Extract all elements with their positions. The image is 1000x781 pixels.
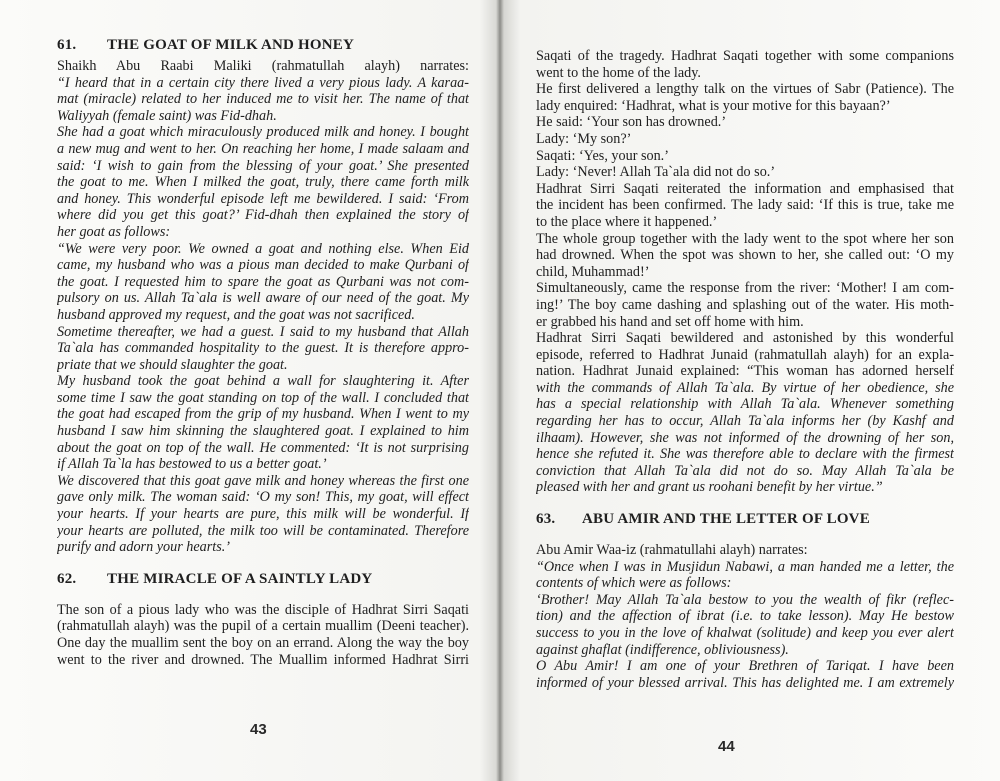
text-line: Waliyyah (female saint) was Fid-dhah. (57, 107, 277, 124)
text-line: nation. Hadhrat Junaid explained: “This woman has adorned herself (536, 363, 954, 380)
text-line: went to the river and drowned. The Muallim informed Hadhrat Sirri (57, 651, 469, 668)
text-line: if Allah Ta`la has bestowed to us a better goat.’ (57, 456, 327, 473)
text-line: Lady: ‘Never! Allah Ta`ala did not do so.’ (536, 164, 776, 181)
text-line: One day the muallim sent the boy on an errand. Along the way the boy (57, 635, 469, 651)
text-line: ‘Brother! May Allah Ta`ala bestow to you the wealth of fikr (reflec- (536, 591, 954, 608)
section-62-continuation (536, 48, 954, 496)
text-line: The whole group together with the lady went to the spot where her son (536, 230, 954, 247)
text-line: the goat. I requested him to spare the goat as Qurbani was not com- (57, 273, 469, 290)
text-line: some time I saw the goat standing on top of the wall. I concluded that (57, 389, 469, 406)
text-line: Simultaneously, came the response from the river: ‘Mother! I am com- (536, 280, 954, 297)
text-line: pulsory on us. Allah Ta`ala is well aware of our need of the goat. My (57, 290, 469, 307)
text-line: pleased with her and grant us roohani benefit by her virtue.” (536, 479, 883, 496)
text-line: ing!’ The boy came dashing and splashing out of the water. His moth- (536, 296, 954, 313)
text-line: success to you in the love of khalwat (solitude) and keep you ever alert (536, 625, 954, 641)
section-title: ABU AMIR AND THE LETTER OF LOVE (582, 511, 870, 528)
text-line: (rahmatullah alayh) was the pupil of a certain muallim (Deeni teacher). (57, 618, 469, 635)
text-line: He first delivered a lengthy talk on the virtues of Sabr (Patience). The (536, 81, 954, 98)
text-line: the incident has been confirmed. The lady said: ‘If this is true, take me (536, 197, 954, 214)
text-line: “Once when I was in Musjidun Nabawi, a man handed me a letter, the (536, 558, 954, 575)
section-61-body (57, 58, 469, 556)
text-line: hence she refuted it. She was therefore able to declare with the firmest (536, 446, 954, 463)
section-62-body (57, 602, 469, 668)
text-line: conviction that Allah Ta`ala did not do so. May Allah Ta`ala be (536, 462, 954, 479)
text-line: mat (miracle) related to her induced me to visit her. The name of that (57, 91, 469, 108)
text-line: Saqati: ‘Yes, your son.’ (536, 147, 669, 164)
text-line: to the place where it happened.’ (536, 213, 718, 230)
page-number: 44 (718, 738, 735, 755)
text-line: child, Muhammad!’ (536, 263, 650, 280)
text-line: her goat as follows: (57, 223, 171, 240)
text-line: the goat had escaped from the grip of my husband. When I went to my (57, 406, 469, 423)
text-line: contents of which were as follows: (536, 575, 732, 592)
right-text-block (536, 48, 954, 691)
text-line: your hearts. If your hearts are pure, this milk will be wonderful. If (57, 506, 469, 523)
text-line: Hadhrat Sirri Saqati reiterated the information and emphasised that (536, 180, 954, 197)
text-line: gave only milk. The woman said: ‘O my son! This, my goat, will effect (57, 489, 469, 506)
text-line: your hearts are polluted, the milk too will be contaminated. Therefore (57, 522, 469, 539)
left-text-block (57, 34, 469, 668)
text-line: O Abu Amir! I am one of your Brethren of Tariqat. I have been (536, 658, 954, 675)
text-line: My husband took the goat behind a wall for slaughtering it. After (57, 373, 469, 390)
section-number: 63. (536, 511, 556, 528)
text-line: “We were very poor. We owned a goat and nothing else. When Eid (57, 240, 469, 257)
text-line: She had a goat which miraculously produced milk and honey. I bought (57, 124, 469, 141)
text-line: priate that we should slaughter the goat. (57, 356, 288, 373)
text-line: tion) and the affection of ibrat (i.e. to take lesson). May He bestow (536, 608, 954, 625)
section-heading-63 (536, 508, 954, 530)
text-line: Shaikh Abu Raabi Maliki (rahmatullah alayh) narrates: (57, 58, 469, 74)
text-line: purify and adorn your hearts.’ (57, 539, 231, 556)
text-line: Abu Amir Waa-iz (rahmatullahi alayh) narrates: (536, 542, 808, 559)
text-line: lady enquired: ‘Hadhrat, what is your motive for this bayaan?’ (536, 97, 891, 114)
text-line: He said: ‘Your son has drowned.’ (536, 114, 727, 131)
text-line: Sometime thereafter, we had a guest. I said to my husband that Allah (57, 323, 469, 340)
text-line: and honey. This wonderful episode left me bewildered. I said: ‘From (57, 190, 469, 207)
text-line: er grabbed his hand and set off home with him. (536, 313, 804, 330)
text-line: husband I saw him skinning the slaughtered goat. I explained to him (57, 423, 469, 440)
text-line: has a special relationship with Allah Ta`ala. Whenever something (536, 396, 954, 413)
text-line: where did you get this goat?’ Fid-dhah then explained the story of (57, 207, 469, 224)
text-line: regarding her has to occur, Allah Ta`ala informs her (by Kashf and (536, 413, 954, 430)
text-line: informed of your blessed arrival. This has delighted me. I am extremely (536, 674, 954, 691)
text-line: Hadhrat Sirri Saqati bewildered and astonished by this wonderful (536, 330, 954, 347)
text-line: with the commands of Allah Ta`ala. By virtue of her obedience, she (536, 379, 954, 396)
text-line: husband approved my request, and the goat was not sacrificed. (57, 306, 415, 323)
text-line: went to the home of the lady. (536, 64, 701, 81)
text-line: the goat to me. When I milked the goat, truly, there came forth milk (57, 174, 469, 191)
section-number: 61. (57, 37, 77, 53)
section-heading-61 (57, 34, 469, 56)
text-line: about the goat on top of the wall. He commented: ‘It is not surprising (57, 439, 469, 456)
text-line: “I heard that in a certain city there lived a very pious lady. A karaa- (57, 74, 469, 91)
section-heading-62 (57, 568, 469, 590)
page-number: 43 (250, 721, 267, 738)
text-line: against ghaflat (indifference, obliviousness). (536, 641, 789, 658)
text-line: had drowned. When the spot was shown to her, she called out: ‘O my (536, 247, 954, 264)
text-line: ilhaam). However, she was not informed of the drowning of her son, (536, 429, 954, 446)
text-line: said: ‘I wish to gain from the blessing of your goat.’ She presented (57, 157, 469, 174)
text-line: Ta`ala has commanded hospitality to the guest. It is therefore appro- (57, 340, 469, 357)
left-page (0, 0, 494, 781)
section-title: THE GOAT OF MILK AND HONEY (107, 37, 355, 53)
text-line: came, my husband who was a pious man decided to make Qurbani of (57, 257, 469, 274)
text-line: a new mug and went to her. On reaching her home, I made salaam and (57, 140, 469, 157)
right-page (506, 0, 1000, 781)
text-line: Lady: ‘My son?’ (536, 130, 632, 147)
section-title: THE MIRACLE OF A SAINTLY LADY (107, 570, 373, 587)
text-line: The son of a pious lady who was the disciple of Hadhrat Sirri Saqati (57, 601, 469, 618)
section-63-body (536, 542, 954, 691)
text-line: Saqati of the tragedy. Hadhrat Saqati together with some companions (536, 48, 954, 64)
section-number: 62. (57, 570, 77, 587)
text-line: episode, referred to Hadhrat Junaid (rahmatullah alayh) for an expla- (536, 346, 954, 363)
text-line: We discovered that this goat gave milk and honey whereas the first one (57, 472, 469, 489)
